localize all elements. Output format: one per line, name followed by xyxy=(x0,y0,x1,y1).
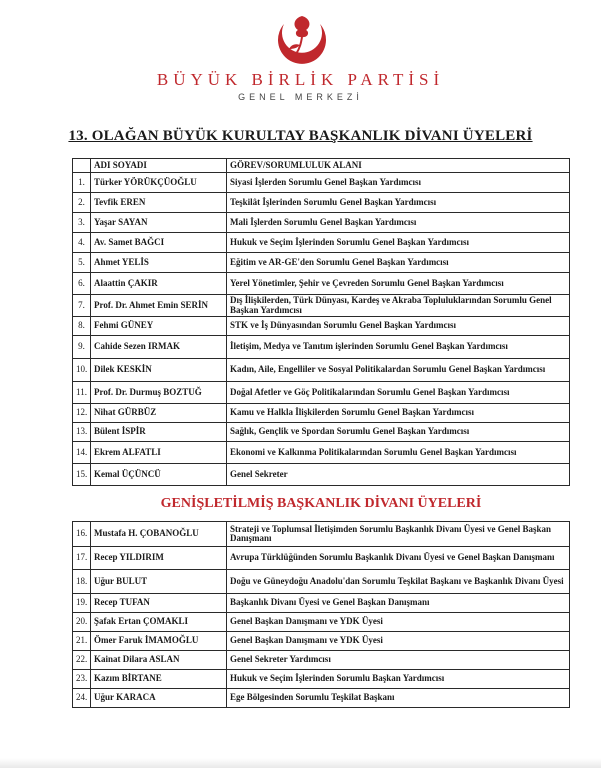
table-row xyxy=(73,651,570,670)
table-row xyxy=(73,613,570,632)
row-name: Mustafa H. ÇOBANOĞLU xyxy=(91,522,227,547)
row-number: 10. xyxy=(73,359,91,382)
row-name: Prof. Dr. Durmuş BOZTUĞ xyxy=(91,382,227,404)
row-name: Türker YÖRÜKÇÜOĞLU xyxy=(91,173,227,193)
row-duty: STK ve İş Dünyasından Sorumlu Genel Başkan Yardımcısı xyxy=(227,317,570,336)
table-row xyxy=(73,670,570,689)
row-name: Recep YILDIRIM xyxy=(91,547,227,570)
row-duty: Doğu ve Güneydoğu Anadolu'dan Sorumlu Teşkilat Başkanı ve Başkanlık Divanı Üyesi xyxy=(227,570,570,594)
row-number: 14. xyxy=(73,442,91,464)
row-number: 15. xyxy=(73,464,91,486)
row-duty: Teşkilât İşlerinden Sorumlu Genel Başkan Yardımcısı xyxy=(227,193,570,213)
members-table xyxy=(72,158,570,708)
row-duty: Ege Bölgesinden Sorumlu Teşkilat Başkanı xyxy=(227,689,570,708)
table-row xyxy=(73,547,570,570)
table-row xyxy=(73,689,570,708)
table-header-row xyxy=(73,159,570,173)
row-duty: Kamu ve Halkla İlişkilerden Sorumlu Genel Başkan Yardımcısı xyxy=(227,404,570,423)
row-duty: Siyasi İşlerden Sorumlu Genel Başkan Yardımcısı xyxy=(227,173,570,193)
header-number xyxy=(73,159,91,173)
row-name: Uğur BULUT xyxy=(91,570,227,594)
row-duty: Dış İlişkilerden, Türk Dünyası, Kardeş ve Akraba Topluluklarından Sorumlu Genel Başkan Yardımcısı xyxy=(227,295,570,317)
row-name: Ömer Faruk İMAMOĞLU xyxy=(91,632,227,651)
row-number: 11. xyxy=(73,382,91,404)
row-name: Uğur KARACA xyxy=(91,689,227,708)
row-duty: Eğitim ve AR-GE'den Sorumlu Genel Başkan Yardımcısı xyxy=(227,253,570,273)
table-row xyxy=(73,273,570,295)
table-row xyxy=(73,253,570,273)
table-row xyxy=(73,570,570,594)
row-number: 1. xyxy=(73,173,91,193)
header-duty: GÖREV/SORUMLULUK ALANI xyxy=(227,159,570,173)
header-name: ADI SOYADI xyxy=(91,159,227,173)
row-number: 7. xyxy=(73,295,91,317)
row-number: 6. xyxy=(73,273,91,295)
row-duty: Avrupa Türklüğünden Sorumlu Başkanlık Divanı Üyesi ve Genel Başkan Danışmanı xyxy=(227,547,570,570)
section-row xyxy=(73,486,570,522)
row-duty: Kadın, Aile, Engelliler ve Sosyal Politikalardan Sorumlu Genel Başkan Yardımcısı xyxy=(227,359,570,382)
row-number: 24. xyxy=(73,689,91,708)
row-name: Yaşar SAYAN xyxy=(91,213,227,233)
table-row xyxy=(73,404,570,423)
row-name: Prof. Dr. Ahmet Emin SERİN xyxy=(91,295,227,317)
table-row xyxy=(73,522,570,547)
row-number: 18. xyxy=(73,570,91,594)
row-duty: Genel Sekreter Yardımcısı xyxy=(227,651,570,670)
row-duty: Ekonomi ve Kalkınma Politikalarından Sorumlu Genel Başkan Yardımcısı xyxy=(227,442,570,464)
table-row xyxy=(73,295,570,317)
rose-crescent-icon xyxy=(270,10,334,70)
row-duty: Genel Başkan Danışmanı ve YDK Üyesi xyxy=(227,613,570,632)
row-name: Dilek KESKİN xyxy=(91,359,227,382)
table-row xyxy=(73,233,570,253)
row-number: 13. xyxy=(73,423,91,442)
row-duty: Sağlık, Gençlik ve Spordan Sorumlu Genel Başkan Yardımcısı xyxy=(227,423,570,442)
row-name: Kazım BİRTANE xyxy=(91,670,227,689)
headquarters-label: GENEL MERKEZİ xyxy=(238,92,363,102)
row-number: 12. xyxy=(73,404,91,423)
row-duty: Hukuk ve Seçim İşlerinden Sorumlu Başkan Yardımcısı xyxy=(227,670,570,689)
table-row xyxy=(73,213,570,233)
section-title: GENİŞLETİLMİŞ BAŞKANLIK DİVANI ÜYELERİ xyxy=(73,486,570,522)
row-number: 16. xyxy=(73,522,91,547)
party-name: BÜYÜK BİRLİK PARTİSİ xyxy=(156,70,445,89)
row-name: Nihat GÜRBÜZ xyxy=(91,404,227,423)
table-row xyxy=(73,594,570,613)
row-name: Ekrem ALFATLI xyxy=(91,442,227,464)
row-name: Cahide Sezen IRMAK xyxy=(91,336,227,359)
row-number: 23. xyxy=(73,670,91,689)
row-name: Ahmet YELİS xyxy=(91,253,227,273)
row-number: 19. xyxy=(73,594,91,613)
row-number: 2. xyxy=(73,193,91,213)
row-number: 21. xyxy=(73,632,91,651)
row-duty: Mali İşlerden Sorumlu Genel Başkan Yardımcısı xyxy=(227,213,570,233)
document-title: 13. OLAĞAN BÜYÜK KURULTAY BAŞKANLIK DİVANI ÜYELERİ xyxy=(68,128,533,144)
row-name: Şafak Ertan ÇOMAKLI xyxy=(91,613,227,632)
table-row xyxy=(73,336,570,359)
row-name: Fehmi GÜNEY xyxy=(91,317,227,336)
table-row xyxy=(73,359,570,382)
row-number: 9. xyxy=(73,336,91,359)
row-duty: İletişim, Medya ve Tanıtım işlerinden Sorumlu Genel Başkan Yardımcısı xyxy=(227,336,570,359)
row-number: 17. xyxy=(73,547,91,570)
row-duty: Genel Sekreter xyxy=(227,464,570,486)
row-number: 5. xyxy=(73,253,91,273)
row-name: Bülent İSPİR xyxy=(91,423,227,442)
row-name: Recep TUFAN xyxy=(91,594,227,613)
row-name: Kainat Dilara ASLAN xyxy=(91,651,227,670)
row-number: 8. xyxy=(73,317,91,336)
row-duty: Genel Başkan Danışmanı ve YDK Üyesi xyxy=(227,632,570,651)
row-duty: Doğal Afetler ve Göç Politikalarından Sorumlu Genel Başkan Yardımcısı xyxy=(227,382,570,404)
row-number: 22. xyxy=(73,651,91,670)
row-name: Tevfik EREN xyxy=(91,193,227,213)
row-duty: Hukuk ve Seçim İşlerinden Sorumlu Genel Başkan Yardımcısı xyxy=(227,233,570,253)
table-row xyxy=(73,193,570,213)
table-row xyxy=(73,317,570,336)
row-name: Alaattin ÇAKIR xyxy=(91,273,227,295)
row-number: 4. xyxy=(73,233,91,253)
row-name: Kemal ÜÇÜNCÜ xyxy=(91,464,227,486)
table-row xyxy=(73,423,570,442)
row-number: 3. xyxy=(73,213,91,233)
row-name: Av. Samet BAĞCI xyxy=(91,233,227,253)
page-edge xyxy=(0,758,601,768)
row-duty: Yerel Yönetimler, Şehir ve Çevreden Sorumlu Genel Başkan Yardımcısı xyxy=(227,273,570,295)
row-duty: Strateji ve Toplumsal İletişimden Sorumlu Başkanlık Divanı Üyesi ve Genel Başkan Danışmanı xyxy=(227,522,570,547)
table-row xyxy=(73,173,570,193)
row-duty: Başkanlık Divanı Üyesi ve Genel Başkan Danışmanı xyxy=(227,594,570,613)
row-number: 20. xyxy=(73,613,91,632)
table-row xyxy=(73,464,570,486)
table-row xyxy=(73,442,570,464)
table-row xyxy=(73,382,570,404)
table-row xyxy=(73,632,570,651)
